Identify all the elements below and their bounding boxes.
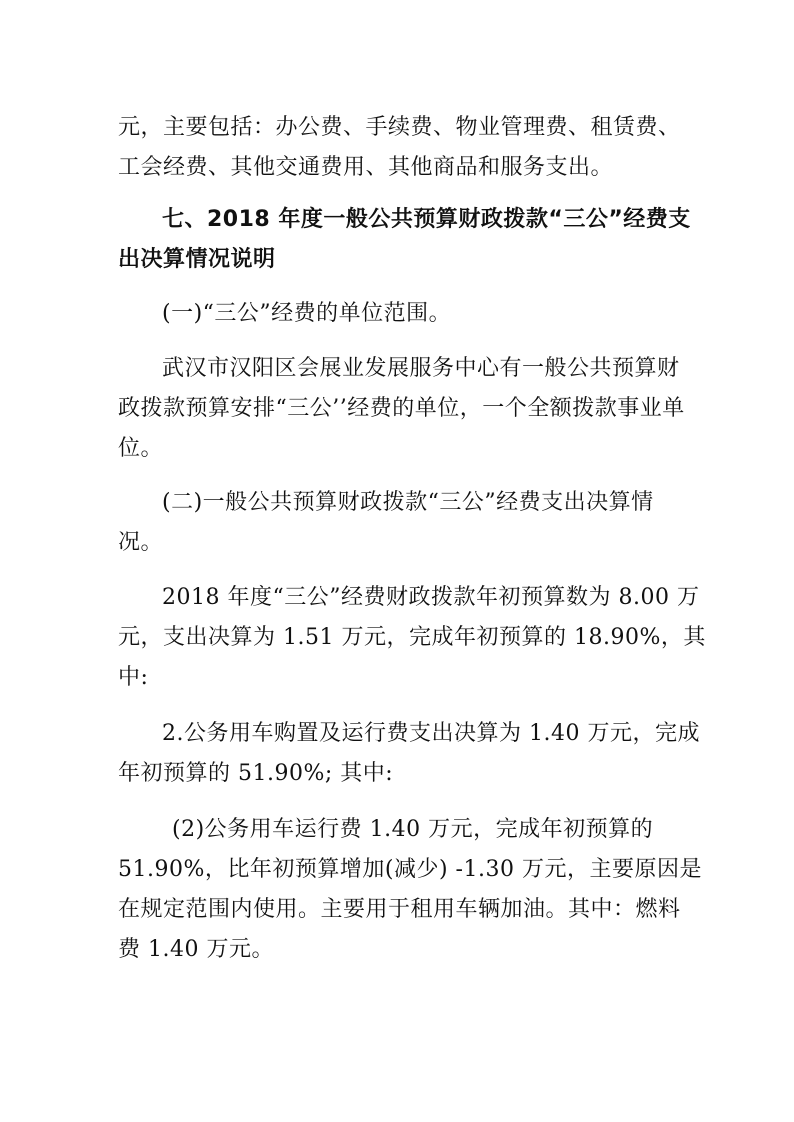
item-2-line-1: 2.公务用车购置及运行费支出决算为 1.40 万元，完成 xyxy=(162,721,700,746)
subsection-2-title-line-1: (二)一般公共预算财政拨款“三公”经费支出决算情 xyxy=(162,490,654,515)
item-2-2-line-1: (2)公务用车运行费 1.40 万元，完成年初预算的 xyxy=(172,817,654,842)
subsection-1-line-2: 政拨款预算安排“三公’’经费的单位，一个全额拨款事业单 xyxy=(118,396,685,421)
section-heading-line-2: 出决算情况说明 xyxy=(118,247,276,272)
subsection-1-title: (一)“三公”经费的单位范围。 xyxy=(162,301,452,326)
item-2-2-line-3: 在规定范围内使用。主要用于租用车辆加油。其中：燃料 xyxy=(118,897,681,922)
subsection-1-line-1: 武汉市汉阳区会展业发展服务中心有一般公共预算财 xyxy=(162,356,680,381)
intro-line-1: 元，主要包括：办公费、手续费、物业管理费、租赁费、 xyxy=(118,115,681,140)
item-2-2-line-2: 51.90%，比年初预算增加(减少) -1.30 万元，主要原因是 xyxy=(118,857,702,882)
subsection-2-title-line-2: 况。 xyxy=(118,530,164,555)
item-2-2-line-4: 费 1.40 万元。 xyxy=(118,937,274,962)
subsection-2-line-2: 元，支出决算为 1.51 万元，完成年初预算的 18.90%，其 xyxy=(118,625,706,650)
item-2-line-2: 年初预算的 51.90%; 其中: xyxy=(118,761,394,786)
intro-line-2: 工会经费、其他交通费用、其他商品和服务支出。 xyxy=(118,155,614,180)
subsection-2-line-1: 2018 年度“三公”经费财政拨款年初预算数为 8.00 万 xyxy=(162,585,700,610)
subsection-1-line-3: 位。 xyxy=(118,436,164,461)
subsection-2-line-3: 中: xyxy=(118,665,149,690)
section-heading-line-1: 七、2018 年度一般公共预算财政拨款“三公”经费支 xyxy=(162,207,691,232)
